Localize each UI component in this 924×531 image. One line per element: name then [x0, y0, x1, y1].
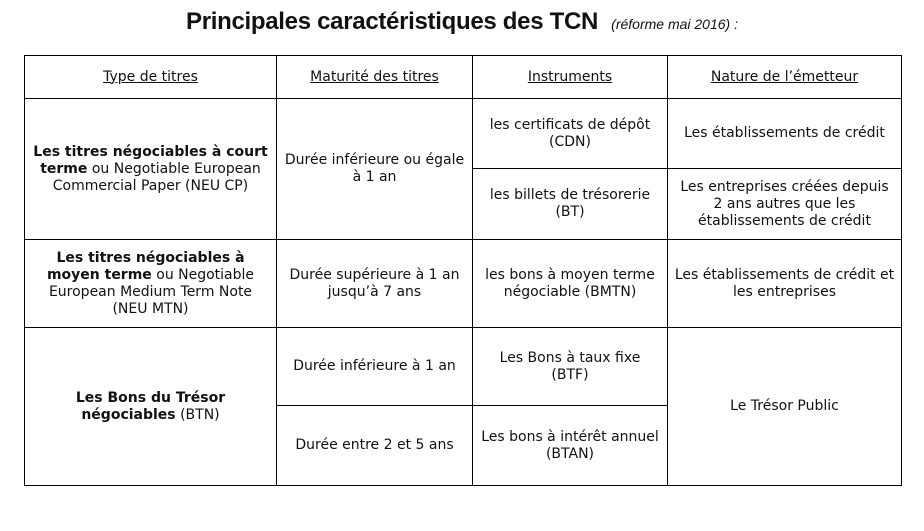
cell-instrument-btan: Les bons à intérêt annuel (BTAN): [473, 406, 668, 486]
cell-type-mtn: Les titres négociables à moyen terme ou Negotiable European Medium Term Note (NEU MTN): [25, 240, 277, 328]
title-bar: [0, 8, 924, 36]
cell-type-btn: Les Bons du Trésor négociables (BTN): [25, 328, 277, 486]
cell-type-ncp: Les titres négociables à court terme ou Negotiable European Commercial Paper (NEU CP): [25, 99, 277, 240]
page-title: Principales caractéristiques des TCN: [186, 8, 599, 35]
table-row: [25, 99, 902, 169]
cell-instrument-cdn: les certificats de dépôt (CDN): [473, 99, 668, 169]
cell-emetteur-bt: Les entreprises créées depuis 2 ans autres que les établissements de crédit: [668, 169, 902, 240]
header-instruments: Instruments: [473, 56, 668, 99]
cell-emetteur-bmtn: Les établissements de crédit et les entreprises: [668, 240, 902, 328]
table-row: [25, 240, 902, 328]
cell-instrument-bt: les billets de trésorerie (BT): [473, 169, 668, 240]
cell-emetteur-btn: Le Trésor Public: [668, 328, 902, 486]
header-maturite: Maturité des titres: [277, 56, 473, 99]
page-subtitle: (réforme mai 2016) :: [611, 16, 738, 32]
header-emetteur: Nature de l’émetteur: [668, 56, 902, 99]
cell-maturite-mtn: Durée supérieure à 1 an jusqu’à 7 ans: [277, 240, 473, 328]
cell-maturite-btf: Durée inférieure à 1 an: [277, 328, 473, 406]
cell-maturite-btan: Durée entre 2 et 5 ans: [277, 406, 473, 486]
header-row: [25, 56, 902, 99]
cell-instrument-btf: Les Bons à taux fixe (BTF): [473, 328, 668, 406]
cell-instrument-bmtn: les bons à moyen terme négociable (BMTN): [473, 240, 668, 328]
tcn-table: [24, 55, 902, 486]
cell-maturite-ncp: Durée inférieure ou égale à 1 an: [277, 99, 473, 240]
table-row: [25, 328, 902, 406]
cell-emetteur-cdn: Les établissements de crédit: [668, 99, 902, 169]
header-type: Type de titres: [25, 56, 277, 99]
